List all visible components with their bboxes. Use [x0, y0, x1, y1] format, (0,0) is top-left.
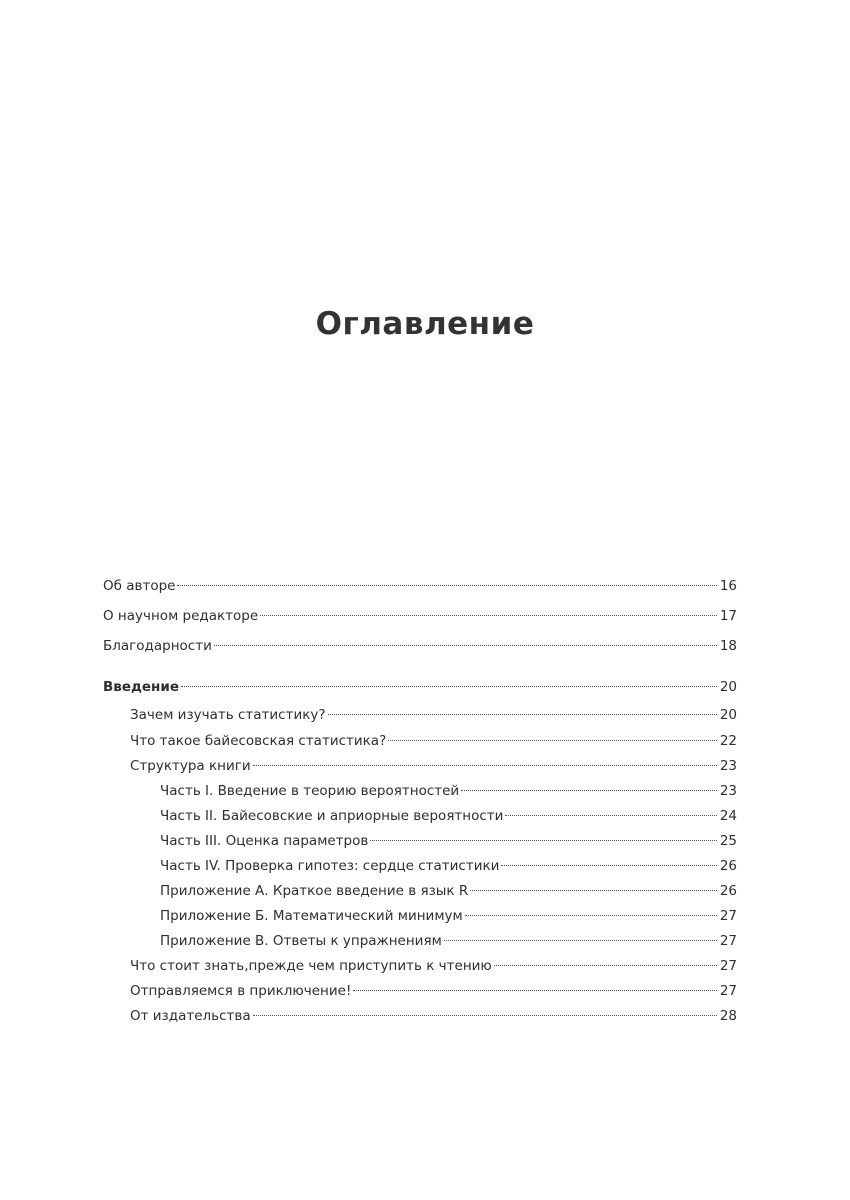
toc-leader-dots: [253, 1015, 717, 1016]
toc-page-number: 18: [719, 638, 737, 654]
toc-entry-part-3[interactable]: [160, 831, 737, 851]
toc-leader-dots: [465, 915, 717, 916]
toc-page-number: 17: [719, 608, 737, 624]
toc-entry-title: Что стоит знать,прежде чем приступить к чтению: [130, 958, 492, 974]
toc-entry-bayesian-statistics[interactable]: [130, 731, 737, 751]
toc-page-number: 24: [719, 808, 737, 824]
toc-entry-appendix-b[interactable]: [160, 906, 737, 926]
toc-entry-title: Благодарности: [103, 638, 212, 654]
page-title: Оглавление: [315, 306, 535, 342]
toc-entry-title: Часть III. Оценка параметров: [160, 833, 369, 849]
toc-leader-dots: [494, 965, 717, 966]
toc-leader-dots: [461, 790, 717, 791]
toc-leader-dots: [353, 990, 716, 991]
toc-leader-dots: [470, 890, 717, 891]
toc-leader-dots: [505, 815, 716, 816]
toc-entry-appendix-c[interactable]: [160, 931, 737, 951]
toc-page-number: 23: [719, 783, 737, 799]
toc-page-number: 27: [719, 933, 737, 949]
toc-entry-title: Об авторе: [103, 578, 176, 594]
toc-leader-dots: [388, 740, 717, 741]
toc-page-number: 16: [719, 578, 737, 594]
toc-entry-why-statistics[interactable]: [130, 705, 737, 725]
toc-leader-dots: [328, 714, 717, 715]
toc-page-number: 25: [719, 833, 737, 849]
toc-page-number: 26: [719, 883, 737, 899]
toc-page-number: 23: [719, 758, 737, 774]
toc-entry-appendix-a[interactable]: [160, 881, 737, 901]
toc-page-number: 26: [719, 858, 737, 874]
toc-entry-part-2[interactable]: [160, 806, 737, 826]
toc-entry-title: Что такое байесовская статистика?: [130, 733, 387, 749]
toc-entry-title: Часть I. Введение в теорию вероятностей: [160, 783, 460, 799]
toc-page-number: 28: [719, 1008, 737, 1024]
toc-page-number: 27: [719, 908, 737, 924]
toc-leader-dots: [177, 585, 716, 586]
toc-entry-part-1[interactable]: [160, 781, 737, 801]
toc-leader-dots: [214, 645, 717, 646]
toc-page-number: 20: [719, 679, 737, 695]
toc-entry-title: Отправляемся в приключение!: [130, 983, 352, 999]
toc-entry-title: Приложение А. Краткое введение в язык R: [160, 883, 469, 899]
toc-page-number: 27: [719, 983, 737, 999]
toc-entry-from-publisher[interactable]: [130, 1006, 737, 1026]
toc-entry-title: Приложение Б. Математический минимум: [160, 908, 463, 924]
toc-page-number: 27: [719, 958, 737, 974]
toc-entry-scientific-editor[interactable]: [103, 606, 737, 626]
toc-page-number: 22: [719, 733, 737, 749]
toc-entry-introduction[interactable]: [103, 677, 737, 697]
toc-leader-dots: [444, 940, 717, 941]
toc-entry-title: Зачем изучать статистику?: [130, 707, 326, 723]
toc-leader-dots: [501, 865, 716, 866]
toc-entry-title: Введение: [103, 679, 179, 695]
toc-entry-acknowledgements[interactable]: [103, 636, 737, 656]
toc-entry-title: Часть IV. Проверка гипотез: сердце статистики: [160, 858, 500, 874]
toc-entry-part-4[interactable]: [160, 856, 737, 876]
toc-page-number: 20: [719, 707, 737, 723]
toc-leader-dots: [370, 840, 716, 841]
toc-leader-dots: [253, 765, 717, 766]
toc-leader-dots: [181, 686, 717, 687]
toc-entry-book-structure[interactable]: [130, 756, 737, 776]
toc-entry-title: Структура книги: [130, 758, 251, 774]
toc-entry-before-reading[interactable]: [130, 956, 737, 976]
toc-leader-dots: [260, 615, 717, 616]
toc-entry-about-author[interactable]: [103, 576, 737, 596]
toc-entry-title: О научном редакторе: [103, 608, 259, 624]
toc-entry-title: Приложение В. Ответы к упражнениям: [160, 933, 442, 949]
toc-entry-title: От издательства: [130, 1008, 251, 1024]
toc-entry-adventure[interactable]: [130, 981, 737, 1001]
toc-entry-title: Часть II. Байесовские и априорные вероятности: [160, 808, 504, 824]
